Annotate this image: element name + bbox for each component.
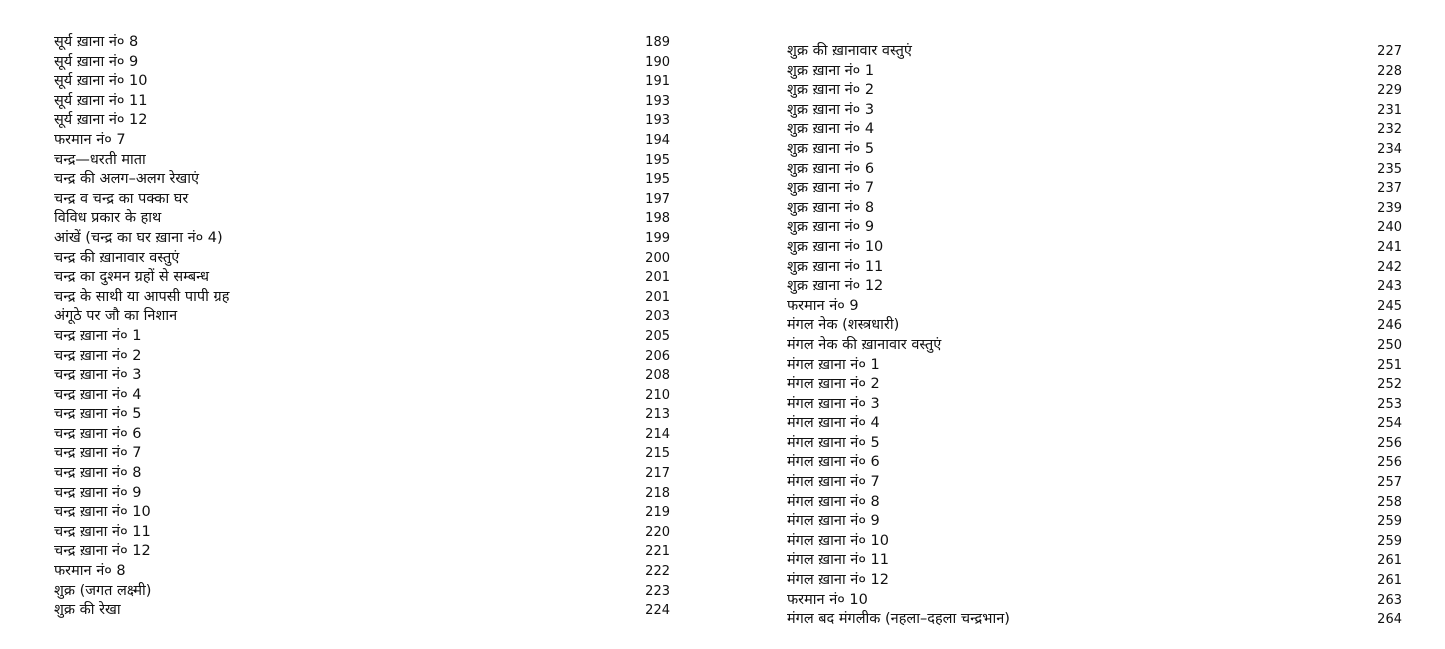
toc-entry-page-number: 194	[645, 132, 670, 148]
toc-entry[interactable]	[787, 375, 1402, 395]
toc-entry-page-number: 259	[1377, 533, 1402, 549]
toc-entry-page-number: 240	[1377, 220, 1402, 236]
toc-entry-page-number: 205	[645, 328, 670, 344]
toc-column-right	[787, 42, 1402, 630]
toc-entry-title: चन्द्र ख़ाना नं० 9	[54, 484, 142, 501]
toc-entry[interactable]	[787, 120, 1402, 140]
toc-entry-page-number: 251	[1377, 357, 1402, 373]
toc-entry-title: सूर्य ख़ाना नं० 11	[54, 92, 148, 109]
toc-entry-page-number: 195	[645, 172, 670, 188]
toc-entry-title: चन्द्र—धरती माता	[54, 151, 146, 168]
toc-entry[interactable]	[54, 249, 674, 269]
toc-entry-title: चन्द्र की ख़ानावार वस्तुएं	[54, 249, 180, 266]
toc-entry-title: शुक्र ख़ाना नं० 10	[787, 238, 884, 255]
toc-entry-title: आंखें (चन्द्र का घर ख़ाना नं० 4)	[54, 229, 223, 246]
toc-entry[interactable]	[54, 425, 674, 445]
toc-entry[interactable]	[54, 503, 674, 523]
toc-entry[interactable]	[787, 571, 1402, 591]
toc-entry-page-number: 254	[1377, 416, 1402, 432]
toc-entry[interactable]	[54, 405, 674, 425]
toc-entry[interactable]	[54, 92, 674, 112]
toc-entry-page-number: 256	[1377, 455, 1402, 471]
toc-entry-page-number: 229	[1377, 83, 1402, 99]
toc-entry-title: शुक्र ख़ाना नं० 12	[787, 278, 884, 295]
toc-entry-page-number: 231	[1377, 102, 1402, 118]
toc-entry[interactable]	[54, 307, 674, 327]
toc-entry[interactable]	[54, 151, 674, 171]
toc-entry[interactable]	[787, 42, 1402, 62]
toc-entry[interactable]	[54, 347, 674, 367]
toc-entry-title: अंगूठे पर जौ का निशान	[54, 308, 178, 325]
toc-entry[interactable]	[54, 327, 674, 347]
toc-entry[interactable]	[54, 209, 674, 229]
toc-entry[interactable]	[54, 170, 674, 190]
toc-entry[interactable]	[787, 258, 1402, 278]
toc-entry-title: शुक्र ख़ाना नं० 4	[787, 121, 875, 138]
toc-entry-title: चन्द्र ख़ाना नं० 10	[54, 504, 151, 521]
toc-entry-page-number: 257	[1377, 475, 1402, 491]
toc-entry[interactable]	[54, 111, 674, 131]
toc-entry-title: शुक्र ख़ाना नं० 8	[787, 199, 875, 216]
toc-entry[interactable]	[54, 484, 674, 504]
toc-entry[interactable]	[787, 414, 1402, 434]
toc-entry[interactable]	[54, 601, 674, 621]
toc-entry[interactable]	[787, 179, 1402, 199]
toc-entry-title: चन्द्र ख़ाना नं० 6	[54, 425, 142, 442]
toc-entry-title: मंगल ख़ाना नं० 9	[787, 513, 880, 530]
toc-entry-title: मंगल ख़ाना नं० 8	[787, 493, 880, 510]
toc-entry-title: मंगल बद मंगलीक (नहला–दहला चन्द्रभान)	[787, 611, 1010, 628]
toc-entry-title: मंगल ख़ाना नं० 10	[787, 532, 889, 549]
toc-entry-title: चन्द्र ख़ाना नं० 4	[54, 386, 142, 403]
toc-entry-title: मंगल ख़ाना नं० 12	[787, 572, 889, 589]
toc-entry-page-number: 213	[645, 407, 670, 423]
toc-entry[interactable]	[787, 238, 1402, 258]
toc-entry-title: चन्द्र के साथी या आपसी पापी ग्रह	[54, 288, 230, 305]
toc-entry-title: चन्द्र ख़ाना नं० 1	[54, 327, 142, 344]
toc-entry[interactable]	[787, 140, 1402, 160]
toc-entry[interactable]	[54, 268, 674, 288]
toc-entry-page-number: 210	[645, 387, 670, 403]
toc-entry[interactable]	[787, 591, 1402, 611]
toc-entry-title: शुक्र की ख़ानावार वस्तुएं	[787, 43, 912, 59]
toc-entry[interactable]	[54, 288, 674, 308]
toc-entry-page-number: 252	[1377, 377, 1402, 393]
toc-entry-title: शुक्र ख़ाना नं० 5	[787, 140, 875, 157]
toc-entry-title: सूर्य ख़ाना नं० 10	[54, 73, 148, 90]
toc-entry-page-number: 199	[645, 230, 670, 246]
toc-entry-page-number: 242	[1377, 259, 1402, 275]
toc-entry-title: शुक्र की रेखा	[54, 602, 121, 619]
toc-entry-page-number: 208	[645, 368, 670, 384]
toc-entry[interactable]	[54, 131, 674, 151]
toc-entry-page-number: 237	[1377, 181, 1402, 197]
toc-entry-page-number: 203	[645, 309, 670, 325]
toc-entry-page-number: 246	[1377, 318, 1402, 334]
toc-entry[interactable]	[54, 229, 674, 249]
toc-entry-title: सूर्य ख़ाना नं० 8	[54, 34, 139, 50]
toc-entry[interactable]	[787, 160, 1402, 180]
toc-entry-page-number: 228	[1377, 63, 1402, 79]
toc-entry-title: चन्द्र ख़ाना नं० 8	[54, 465, 142, 482]
toc-entry-page-number: 217	[645, 466, 670, 482]
toc-entry[interactable]	[54, 444, 674, 464]
toc-entry[interactable]	[54, 72, 674, 92]
toc-entry[interactable]	[787, 512, 1402, 532]
toc-entry[interactable]	[787, 551, 1402, 571]
toc-entry-title: चन्द्र ख़ाना नं० 12	[54, 543, 151, 560]
toc-entry[interactable]	[787, 81, 1402, 101]
toc-entry-page-number: 206	[645, 348, 670, 364]
toc-entry[interactable]	[787, 101, 1402, 121]
toc-entry[interactable]	[54, 464, 674, 484]
toc-entry[interactable]	[787, 316, 1402, 336]
toc-entry-page-number: 232	[1377, 122, 1402, 138]
toc-entry-title: शुक्र ख़ाना नं० 3	[787, 101, 875, 118]
toc-entry-title: मंगल ख़ाना नं० 11	[787, 552, 889, 569]
toc-entry-page-number: 195	[645, 152, 670, 168]
toc-entry-page-number: 198	[645, 211, 670, 227]
toc-entry-page-number: 250	[1377, 337, 1402, 353]
toc-entry-page-number: 264	[1377, 612, 1402, 628]
toc-entry[interactable]	[787, 532, 1402, 552]
toc-entry[interactable]	[787, 493, 1402, 513]
toc-entry-page-number: 259	[1377, 514, 1402, 530]
toc-entry-page-number: 201	[645, 289, 670, 305]
toc-entry-title: चन्द्र का दुश्मन ग्रहों से सम्बन्ध	[54, 269, 210, 286]
toc-entry-page-number: 193	[645, 93, 670, 109]
toc-entry[interactable]	[54, 33, 674, 53]
toc-entry-title: सूर्य ख़ाना नं० 12	[54, 112, 148, 129]
toc-entry-title: शुक्र ख़ाना नं० 11	[787, 258, 884, 275]
toc-entry-page-number: 215	[645, 446, 670, 462]
toc-entry[interactable]	[787, 453, 1402, 473]
toc-entry-title: शुक्र ख़ाना नं० 7	[787, 180, 875, 197]
toc-entry[interactable]	[54, 562, 674, 582]
toc-entry-title: चन्द्र ख़ाना नं० 5	[54, 406, 142, 423]
toc-entry-title: शुक्र ख़ाना नं० 2	[787, 82, 875, 99]
toc-entry-title: सूर्य ख़ाना नं० 9	[54, 53, 139, 70]
toc-entry-title: विविध प्रकार के हाथ	[54, 210, 162, 227]
toc-entry-title: फरमान नं० 10	[787, 591, 868, 608]
toc-entry[interactable]	[787, 62, 1402, 82]
toc-entry[interactable]	[54, 542, 674, 562]
toc-entry-title: चन्द्र व चन्द्र का पक्का घर	[54, 190, 189, 207]
toc-entry[interactable]	[54, 386, 674, 406]
toc-entry-title: शुक्र ख़ाना नं० 9	[787, 219, 875, 236]
toc-entry-title: फरमान नं० 9	[787, 297, 859, 314]
toc-entry-title: मंगल ख़ाना नं० 3	[787, 395, 880, 412]
toc-entry[interactable]	[54, 582, 674, 602]
toc-entry-page-number: 193	[645, 113, 670, 129]
toc-entry[interactable]	[787, 610, 1402, 630]
toc-entry[interactable]	[787, 395, 1402, 415]
toc-entry-title: चन्द्र ख़ाना नं० 11	[54, 523, 151, 540]
toc-entry[interactable]	[787, 277, 1402, 297]
toc-entry[interactable]	[54, 523, 674, 543]
toc-entry-page-number: 214	[645, 426, 670, 442]
toc-entry[interactable]	[54, 190, 674, 210]
toc-entry-page-number: 256	[1377, 435, 1402, 451]
toc-entry-page-number: 223	[645, 583, 670, 599]
toc-entry-title: मंगल नेक की ख़ानावार वस्तुएं	[787, 336, 942, 353]
toc-entry-page-number: 189	[645, 35, 670, 50]
toc-entry-title: मंगल ख़ाना नं० 2	[787, 376, 880, 393]
toc-entry[interactable]	[787, 199, 1402, 219]
toc-entry-page-number: 235	[1377, 161, 1402, 177]
toc-column-left	[54, 33, 674, 621]
toc-entry-title: फरमान नं० 7	[54, 131, 126, 148]
toc-entry-page-number: 261	[1377, 573, 1402, 589]
toc-entry-page-number: 245	[1377, 298, 1402, 314]
toc-entry-page-number: 258	[1377, 494, 1402, 510]
toc-entry-page-number: 218	[645, 485, 670, 501]
toc-entry-page-number: 243	[1377, 279, 1402, 295]
toc-entry-page-number: 224	[645, 603, 670, 619]
toc-entry[interactable]	[787, 434, 1402, 454]
toc-entry[interactable]	[787, 336, 1402, 356]
toc-entry-page-number: 191	[645, 74, 670, 90]
toc-entry-title: चन्द्र की अलग–अलग रेखाएं	[54, 171, 200, 188]
toc-entry[interactable]	[787, 218, 1402, 238]
toc-entry-page-number: 241	[1377, 239, 1402, 255]
toc-entry-title: मंगल ख़ाना नं० 7	[787, 474, 880, 491]
toc-entry-page-number: 190	[645, 54, 670, 70]
toc-entry-title: शुक्र ख़ाना नं० 6	[787, 160, 875, 177]
toc-entry[interactable]	[787, 356, 1402, 376]
toc-entry[interactable]	[787, 297, 1402, 317]
toc-entry-page-number: 221	[645, 544, 670, 560]
toc-entry-title: फरमान नं० 8	[54, 563, 126, 580]
toc-entry-page-number: 200	[645, 250, 670, 266]
toc-entry-title: शुक्र ख़ाना नं० 1	[787, 62, 875, 79]
toc-entry[interactable]	[54, 366, 674, 386]
toc-entry-title: मंगल ख़ाना नं० 6	[787, 454, 880, 471]
toc-entry-title: चन्द्र ख़ाना नं० 2	[54, 347, 142, 364]
toc-entry[interactable]	[54, 53, 674, 73]
toc-entry-page-number: 227	[1377, 44, 1402, 59]
toc-entry-title: मंगल ख़ाना नं० 1	[787, 356, 880, 373]
toc-entry[interactable]	[787, 473, 1402, 493]
toc-entry-title: मंगल ख़ाना नं० 4	[787, 415, 880, 432]
toc-entry-page-number: 197	[645, 191, 670, 207]
toc-entry-page-number: 201	[645, 270, 670, 286]
toc-entry-title: चन्द्र ख़ाना नं० 3	[54, 367, 142, 384]
toc-entry-page-number: 219	[645, 505, 670, 521]
toc-entry-title: चन्द्र ख़ाना नं० 7	[54, 445, 142, 462]
toc-entry-page-number: 222	[645, 564, 670, 580]
toc-entry-title: मंगल नेक (शस्त्रधारी)	[787, 317, 900, 334]
toc-entry-title: मंगल ख़ाना नं० 5	[787, 434, 880, 451]
toc-entry-page-number: 220	[645, 524, 670, 540]
toc-entry-page-number: 253	[1377, 396, 1402, 412]
toc-entry-page-number: 239	[1377, 200, 1402, 216]
toc-entry-page-number: 234	[1377, 141, 1402, 157]
toc-entry-page-number: 261	[1377, 553, 1402, 569]
toc-entry-page-number: 263	[1377, 592, 1402, 608]
toc-entry-title: शुक्र (जगत लक्ष्मी)	[54, 582, 152, 599]
